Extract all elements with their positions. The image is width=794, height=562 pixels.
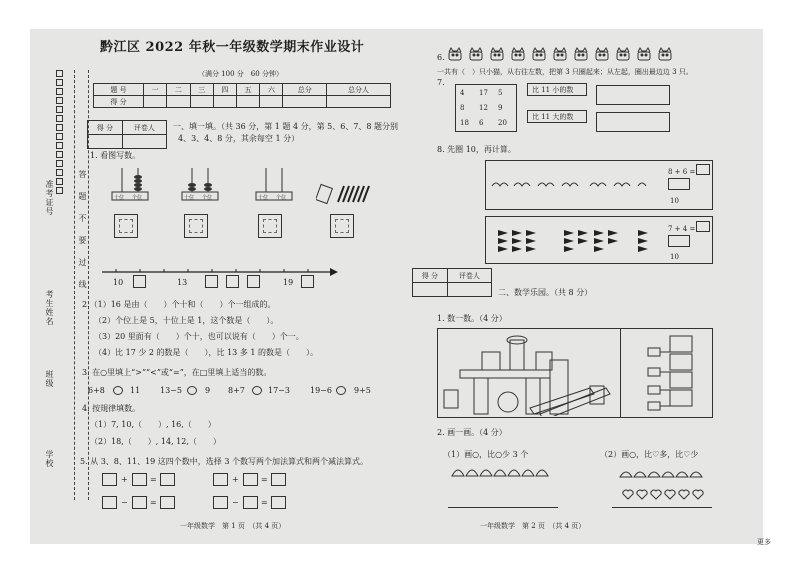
grader-score-label: 得 分 [88,121,123,135]
bird-row [488,176,658,192]
cat-icon [656,46,674,66]
answer-line-2 [612,507,712,508]
grid-number: 8 [460,104,465,112]
blocks-divider [620,328,621,418]
q5-equals: = [261,475,268,484]
cat-icon [446,46,464,66]
q2-line-2: （2）个位上是 5，十位上是 1，这个数是（ ）。 [94,316,279,325]
cat-row-small [450,463,550,477]
sticks-icon [316,182,376,206]
q5-box[interactable] [271,496,286,509]
score-header-8: 总分人 [327,84,391,96]
binding-dashed-line [74,70,75,500]
s2-q2-text: 2. 画一画。（4 分） [437,428,507,437]
answer-box-greater[interactable] [596,112,670,132]
label-less-than-11: 比 11 小的数 [532,86,574,94]
score-header-2: 二 [167,84,190,96]
q3-circle-1[interactable] [113,386,123,395]
q5-box[interactable] [160,473,175,486]
grader-name-cell-2[interactable] [447,283,491,297]
abacus-tens-label: 十位 [184,195,195,201]
score-cell-7[interactable] [283,96,327,108]
draw-task-2: （2）画○，比♡多，比♡少 [600,450,699,459]
heart-row [622,486,712,498]
answer-box-less[interactable] [596,85,670,105]
q8-ans-1[interactable] [696,164,710,175]
score-cell-5[interactable] [237,96,260,108]
binding-id: 准考证号 [45,180,54,216]
score-cell-0: 得 分 [94,96,144,108]
footer-page-1: 一年级数学 第 1 页 （共 4 页） [180,522,286,530]
q3-c1: 8+7 [228,386,245,395]
q4-text: 4. 按規律填数。 [82,404,141,413]
abacus-answer-box[interactable] [184,214,208,238]
leaf-row [490,224,660,254]
cat-icon [509,46,527,66]
grid-number: 6 [479,119,484,127]
grader-score-cell-2[interactable] [413,283,448,297]
q3-c2: 17−3 [268,386,290,395]
cat-icon [635,46,653,66]
q5-operator: − [121,498,128,507]
q2-line-4: （4）比 17 少 2 的数是（ ），比 13 多 1 的数是（ ）。 [94,348,318,357]
grader-name-label-2: 评卷人 [447,269,491,283]
id-digit-box[interactable] [56,124,63,131]
q6-number: 6. [437,53,445,62]
q3-circle-2[interactable] [187,386,197,395]
q5-box[interactable] [102,496,117,509]
q8-split-1[interactable] [668,178,690,190]
section1-heading-2: 4、3、4、8 分，其余每空 1 分） [178,134,300,143]
id-digit-box[interactable] [56,142,63,149]
grid-number: 12 [479,104,488,112]
q5-box[interactable] [271,473,286,486]
score-header-0: 题 号 [94,84,144,96]
cat-icon [572,46,590,66]
cat-icon [614,46,632,66]
q8-eq-2: 7 + 4 = [668,225,696,233]
q5-box[interactable] [132,473,147,486]
nl-box-3[interactable] [226,275,239,288]
apple-row [618,464,708,476]
abacus-answer-box[interactable] [258,214,282,238]
grader-box-1 [87,120,167,149]
q5-box[interactable] [132,496,147,509]
sticks-answer-box[interactable] [330,214,354,238]
q3-b1: 13−5 [160,386,182,395]
cat-icon [551,46,569,66]
cat-icon [530,46,548,66]
score-header-1: 一 [144,84,167,96]
q1-text: 1. 看图写数。 [90,151,141,160]
q3-b2: 9 [205,386,211,395]
id-digit-box[interactable] [56,88,63,95]
q2-line-1: 2.（1）16 是由（ ）个十和（ ）个一组成的。 [82,300,276,309]
q3-circle-3[interactable] [252,386,262,395]
abacus-ones-label: 个位 [276,195,287,201]
blocks-image [440,330,616,416]
q5-box[interactable] [213,473,228,486]
cat-icon [488,46,506,66]
score-cell-4[interactable] [213,96,236,108]
abacus-ones-label: 个位 [132,195,143,201]
grader-name-label: 评卷人 [122,121,166,135]
nl-box-1[interactable] [133,275,146,288]
q5-box[interactable] [243,473,258,486]
q3-d2: 9+5 [354,386,371,395]
q3-text: 3. 在○里填上“>”“<”或“=”，在□里填上适当的数。 [82,368,272,377]
exam-subtitle: （满分 100 分 60 分钟） [198,70,283,78]
nl-box-5[interactable] [301,275,314,288]
q5-operator: + [121,475,128,484]
section1-heading: 一、填一填。（共 36 分，第 1 题 4 分，第 5、6、7、8 题分别 [173,122,399,131]
grader-name-cell[interactable] [122,135,166,149]
id-digit-box[interactable] [56,133,63,140]
q8-ten-1: 10 [670,197,679,205]
grader-box-2 [412,268,492,297]
footer-page-2: 一年级数学 第 2 页 （共 4 页） [480,522,586,530]
q5-box[interactable] [102,473,117,486]
q8-ans-2[interactable] [696,221,710,232]
grid-number: 20 [498,119,507,127]
score-header-6: 六 [260,84,283,96]
id-digit-box[interactable] [56,151,63,158]
score-header-5: 五 [237,84,260,96]
q5-equals: = [150,498,157,507]
nl-10: 10 [113,278,124,287]
q5-box[interactable] [213,496,228,509]
grid-number: 9 [498,104,503,112]
id-digit-box[interactable] [56,169,63,176]
draw-task-1: （1）画○，比○少 3 个 [443,450,529,459]
nl-box-2[interactable] [205,275,218,288]
q5-box[interactable] [243,496,258,509]
id-digit-box[interactable] [56,115,63,122]
grid-number: 5 [498,89,503,97]
q3-circle-4[interactable] [336,386,346,395]
q3-a1: 6+8 [88,386,105,395]
q4-item-1: （1）7, 10,（ ）, 16,（ ） [90,420,216,429]
exam-title: 黔江区 2022 年秋一年级数学期末作业设计 [100,40,365,55]
answer-line-1 [448,507,558,508]
abacus-tens-label: 十位 [258,195,269,201]
binding-name: 考生姓名 [45,290,54,326]
q3-a2: 11 [130,386,141,395]
score-cell-1[interactable] [144,96,167,108]
q4-item-2: （2）18,（ ）, 14, 12,（ ） [90,437,221,446]
score-header-3: 三 [190,84,213,96]
grid-number: 18 [460,119,469,127]
q8-text: 8. 先圈 10，再计算。 [437,145,516,154]
id-digit-box[interactable] [56,70,63,77]
q5-text: 5. 从 3、8、11、19 这四个数中，选择 3 个数写两个加法算式和两个减法算式。 [80,457,368,466]
score-cell-8[interactable] [327,96,391,108]
q8-eq-1: 8 + 6 = [668,168,696,176]
id-digit-box[interactable] [56,187,63,194]
binding-school: 学校 [45,450,54,468]
s2-q1-text: 1. 数一数。（4 分） [437,314,507,323]
q7-number: 7. [437,78,445,87]
id-digit-box[interactable] [56,178,63,185]
id-digit-box[interactable] [56,97,63,104]
id-digit-box[interactable] [56,79,63,86]
q5-operator: + [232,475,239,484]
nl-13: 13 [177,278,188,287]
abacus-answer-box[interactable] [114,214,138,238]
score-cell-6[interactable] [260,96,283,108]
q6-text: 一共有（ ）只小猫，从右往左数，把第 3 只圈起来；从左起，圈出最边边 3 只。 [437,68,693,76]
score-header-7: 总分 [283,84,327,96]
nl-19: 19 [283,278,294,287]
id-digit-box[interactable] [56,106,63,113]
binding-class: 班级 [45,370,54,388]
section2-heading: 二、数学乐园。（共 8 分） [498,288,593,297]
score-table [93,83,391,108]
q5-equals: = [150,475,157,484]
count-table-image [624,334,708,414]
binding-warning: 答题不要过线 [78,170,87,302]
id-digit-box[interactable] [56,160,63,167]
nl-box-4[interactable] [247,275,260,288]
score-header-4: 四 [213,84,236,96]
q8-ten-2: 10 [670,253,679,261]
grid-number: 17 [479,89,488,97]
score-cell-3[interactable] [190,96,213,108]
binding-margin [40,70,90,510]
label-greater-than-11: 比 11 大的数 [532,113,574,121]
q2-line-3: （3）20 里面有（ ）个十，也可以说有（ ）个一。 [94,332,304,341]
more-link[interactable]: 更多 [757,538,771,546]
q3-d1: 19−6 [310,386,332,395]
grid-number: 4 [460,89,465,97]
abacus-tens-label: 十位 [114,195,125,201]
grader-score-cell[interactable] [88,135,123,149]
q5-operator: − [232,498,239,507]
q8-split-2[interactable] [668,235,690,247]
cat-icon [593,46,611,66]
score-cell-2[interactable] [167,96,190,108]
q5-box[interactable] [160,496,175,509]
abacus-ones-label: 个位 [202,195,213,201]
cat-icon [467,46,485,66]
q5-equals: = [261,498,268,507]
grader-score-label-2: 得 分 [413,269,448,283]
